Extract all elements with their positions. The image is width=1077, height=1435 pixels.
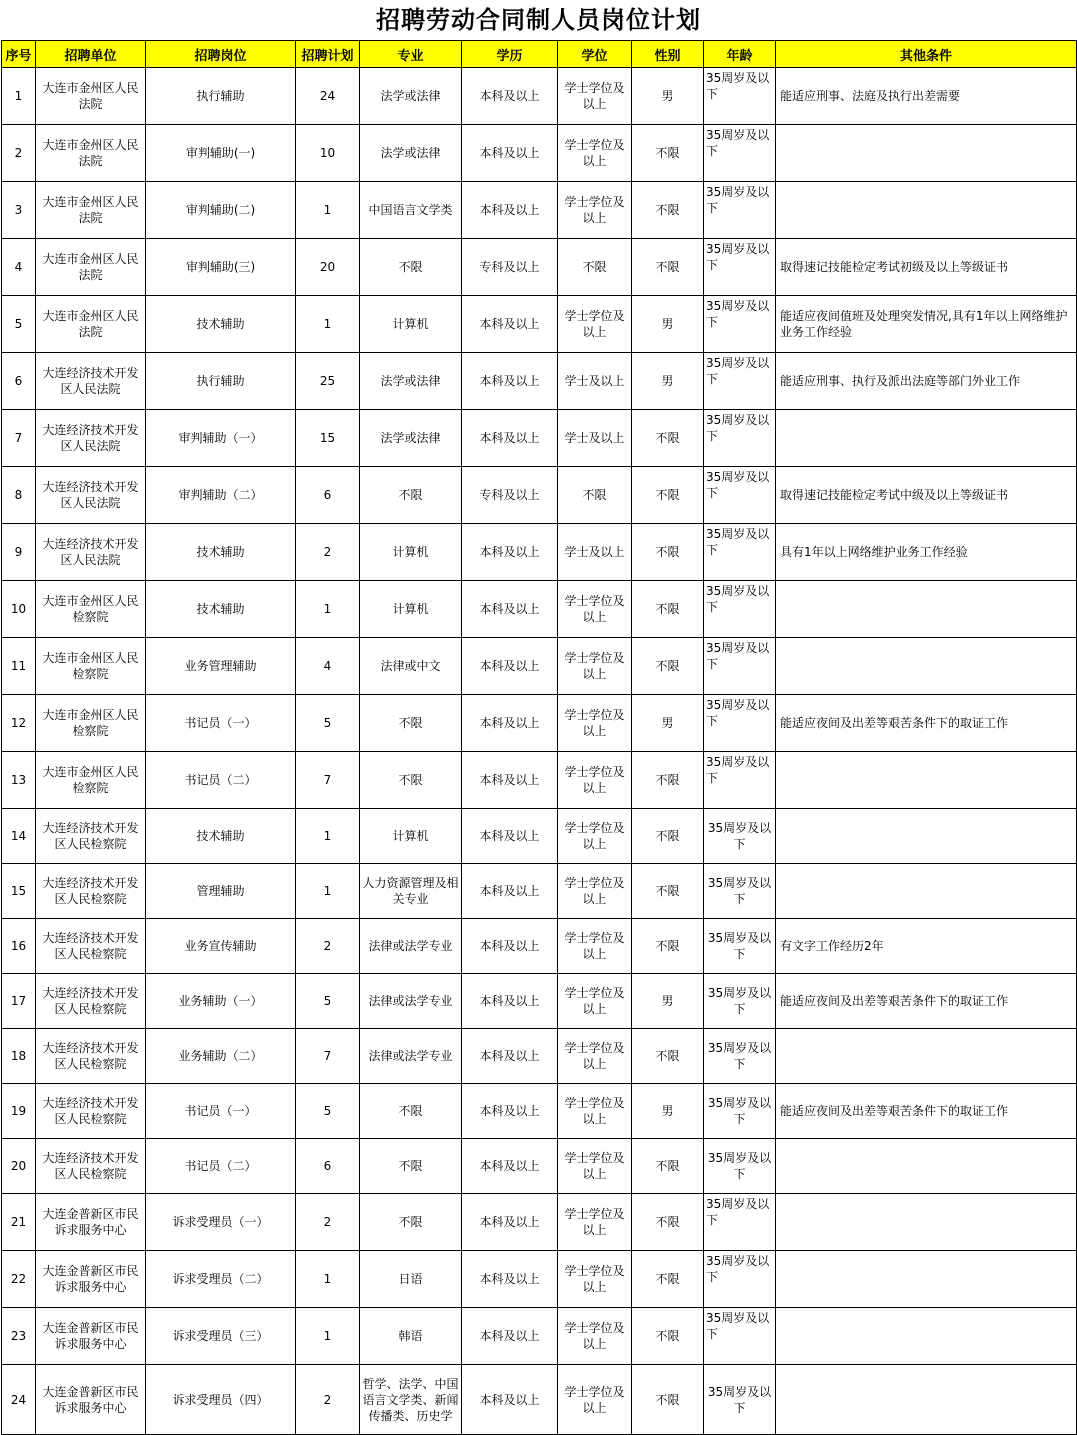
cell-post: 技术辅助	[146, 524, 296, 581]
cell-edu: 本科及以上	[462, 919, 558, 974]
cell-no: 8	[2, 467, 36, 524]
cell-post: 诉求受理员（二）	[146, 1251, 296, 1308]
cell-unit: 大连经济技术开发区人民检察院	[36, 974, 146, 1029]
cell-age: 35周岁及以下	[704, 695, 776, 752]
cell-plan: 7	[296, 1029, 360, 1084]
cell-degree: 学士学位及以上	[558, 1194, 632, 1251]
cell-gender: 不限	[632, 1308, 704, 1365]
cell-major: 计算机	[360, 296, 462, 353]
cell-plan: 10	[296, 125, 360, 182]
cell-unit: 大连经济技术开发区人民检察院	[36, 809, 146, 864]
cell-other: 能适应夜间及出差等艰苦条件下的取证工作	[776, 1084, 1077, 1139]
cell-age: 35周岁及以下	[704, 182, 776, 239]
cell-unit: 大连市金州区人民检察院	[36, 638, 146, 695]
table-row	[2, 68, 1077, 125]
cell-age: 35周岁及以下	[704, 1308, 776, 1365]
cell-post: 审判辅助(三)	[146, 239, 296, 296]
cell-post: 业务宣传辅助	[146, 919, 296, 974]
cell-unit: 大连金普新区市民诉求服务中心	[36, 1251, 146, 1308]
cell-post: 执行辅助	[146, 353, 296, 410]
cell-unit: 大连经济技术开发区人民检察院	[36, 1084, 146, 1139]
header-unit: 招聘单位	[36, 41, 146, 68]
cell-post: 业务管理辅助	[146, 638, 296, 695]
cell-post: 审判辅助（二）	[146, 467, 296, 524]
cell-gender: 不限	[632, 1251, 704, 1308]
cell-other: 能适应夜间及出差等艰苦条件下的取证工作	[776, 974, 1077, 1029]
cell-gender: 不限	[632, 919, 704, 974]
cell-edu: 本科及以上	[462, 695, 558, 752]
cell-degree: 不限	[558, 467, 632, 524]
cell-gender: 男	[632, 353, 704, 410]
cell-unit: 大连市金州区人民法院	[36, 125, 146, 182]
cell-plan: 1	[296, 864, 360, 919]
cell-unit: 大连市金州区人民检察院	[36, 581, 146, 638]
cell-post: 审判辅助（一）	[146, 410, 296, 467]
table-row	[2, 695, 1077, 752]
cell-major: 法学或法律	[360, 125, 462, 182]
cell-major: 日语	[360, 1251, 462, 1308]
header-gender: 性别	[632, 41, 704, 68]
cell-other	[776, 752, 1077, 809]
cell-edu: 本科及以上	[462, 1365, 558, 1435]
cell-age: 35周岁及以下	[704, 864, 776, 919]
cell-plan: 2	[296, 1194, 360, 1251]
table-row	[2, 638, 1077, 695]
cell-plan: 1	[296, 1308, 360, 1365]
cell-other	[776, 581, 1077, 638]
cell-edu: 本科及以上	[462, 752, 558, 809]
cell-degree: 学士及以上	[558, 524, 632, 581]
cell-edu: 本科及以上	[462, 353, 558, 410]
cell-plan: 4	[296, 638, 360, 695]
cell-age: 35周岁及以下	[704, 974, 776, 1029]
cell-unit: 大连市金州区人民法院	[36, 296, 146, 353]
cell-edu: 专科及以上	[462, 467, 558, 524]
cell-major: 不限	[360, 752, 462, 809]
cell-degree: 学士学位及以上	[558, 1084, 632, 1139]
cell-no: 15	[2, 864, 36, 919]
cell-no: 10	[2, 581, 36, 638]
cell-other	[776, 1365, 1077, 1435]
cell-unit: 大连经济技术开发区人民检察院	[36, 864, 146, 919]
cell-major: 不限	[360, 1194, 462, 1251]
cell-gender: 男	[632, 1084, 704, 1139]
cell-post: 书记员（二）	[146, 752, 296, 809]
cell-post: 技术辅助	[146, 296, 296, 353]
cell-gender: 不限	[632, 467, 704, 524]
cell-degree: 学士学位及以上	[558, 581, 632, 638]
cell-major: 不限	[360, 1084, 462, 1139]
cell-age: 35周岁及以下	[704, 125, 776, 182]
table-row	[2, 524, 1077, 581]
recruitment-table	[1, 40, 1077, 1435]
cell-plan: 1	[296, 809, 360, 864]
cell-major: 计算机	[360, 524, 462, 581]
cell-major: 计算机	[360, 809, 462, 864]
cell-plan: 6	[296, 467, 360, 524]
cell-major: 不限	[360, 467, 462, 524]
cell-plan: 2	[296, 524, 360, 581]
cell-edu: 本科及以上	[462, 1029, 558, 1084]
cell-other	[776, 638, 1077, 695]
cell-post: 书记员（二）	[146, 1139, 296, 1194]
cell-degree: 学士学位及以上	[558, 1365, 632, 1435]
cell-other: 取得速记技能检定考试中级及以上等级证书	[776, 467, 1077, 524]
cell-gender: 不限	[632, 1139, 704, 1194]
header-age: 年龄	[704, 41, 776, 68]
cell-major: 哲学、法学、中国语言文学类、新闻传播类、历史学	[360, 1365, 462, 1435]
cell-edu: 本科及以上	[462, 809, 558, 864]
cell-no: 7	[2, 410, 36, 467]
table-row	[2, 296, 1077, 353]
cell-no: 13	[2, 752, 36, 809]
cell-other: 能适应夜间及出差等艰苦条件下的取证工作	[776, 695, 1077, 752]
cell-no: 16	[2, 919, 36, 974]
cell-gender: 男	[632, 68, 704, 125]
cell-unit: 大连经济技术开发区人民检察院	[36, 919, 146, 974]
cell-major: 法学或法律	[360, 353, 462, 410]
cell-age: 35周岁及以下	[704, 752, 776, 809]
table-body	[2, 68, 1077, 1435]
cell-post: 管理辅助	[146, 864, 296, 919]
cell-unit: 大连金普新区市民诉求服务中心	[36, 1308, 146, 1365]
cell-age: 35周岁及以下	[704, 353, 776, 410]
cell-age: 35周岁及以下	[704, 919, 776, 974]
table-row	[2, 581, 1077, 638]
table-row	[2, 1308, 1077, 1365]
cell-unit: 大连经济技术开发区人民法院	[36, 524, 146, 581]
cell-post: 书记员（一）	[146, 695, 296, 752]
table-row	[2, 1084, 1077, 1139]
cell-post: 书记员（一）	[146, 1084, 296, 1139]
cell-no: 18	[2, 1029, 36, 1084]
cell-gender: 不限	[632, 182, 704, 239]
table-row	[2, 1251, 1077, 1308]
cell-degree: 学士学位及以上	[558, 974, 632, 1029]
table-row	[2, 864, 1077, 919]
cell-edu: 本科及以上	[462, 638, 558, 695]
cell-other	[776, 1194, 1077, 1251]
cell-gender: 不限	[632, 239, 704, 296]
cell-unit: 大连经济技术开发区人民法院	[36, 467, 146, 524]
cell-gender: 不限	[632, 125, 704, 182]
cell-edu: 本科及以上	[462, 864, 558, 919]
cell-plan: 25	[296, 353, 360, 410]
cell-degree: 学士学位及以上	[558, 638, 632, 695]
cell-edu: 本科及以上	[462, 125, 558, 182]
cell-degree: 学士学位及以上	[558, 864, 632, 919]
cell-plan: 20	[296, 239, 360, 296]
cell-unit: 大连金普新区市民诉求服务中心	[36, 1194, 146, 1251]
cell-major: 中国语言文学类	[360, 182, 462, 239]
cell-major: 法学或法律	[360, 410, 462, 467]
cell-degree: 学士学位及以上	[558, 182, 632, 239]
cell-unit: 大连市金州区人民法院	[36, 68, 146, 125]
cell-degree: 学士学位及以上	[558, 919, 632, 974]
cell-no: 23	[2, 1308, 36, 1365]
cell-other	[776, 410, 1077, 467]
cell-other	[776, 1251, 1077, 1308]
cell-no: 6	[2, 353, 36, 410]
cell-gender: 不限	[632, 1365, 704, 1435]
cell-degree: 学士学位及以上	[558, 68, 632, 125]
cell-gender: 男	[632, 695, 704, 752]
cell-age: 35周岁及以下	[704, 1084, 776, 1139]
cell-post: 诉求受理员（三）	[146, 1308, 296, 1365]
cell-age: 35周岁及以下	[704, 1365, 776, 1435]
cell-plan: 1	[296, 1251, 360, 1308]
cell-post: 诉求受理员（一）	[146, 1194, 296, 1251]
table-row	[2, 1139, 1077, 1194]
cell-degree: 学士及以上	[558, 410, 632, 467]
cell-major: 计算机	[360, 581, 462, 638]
cell-gender: 不限	[632, 1194, 704, 1251]
cell-unit: 大连经济技术开发区人民检察院	[36, 1029, 146, 1084]
cell-no: 19	[2, 1084, 36, 1139]
cell-edu: 本科及以上	[462, 182, 558, 239]
cell-post: 技术辅助	[146, 581, 296, 638]
table-row	[2, 809, 1077, 864]
cell-age: 35周岁及以下	[704, 638, 776, 695]
cell-major: 法律或法学专业	[360, 974, 462, 1029]
header-plan: 招聘计划	[296, 41, 360, 68]
cell-no: 12	[2, 695, 36, 752]
cell-plan: 2	[296, 1365, 360, 1435]
header-row	[2, 41, 1077, 68]
cell-no: 1	[2, 68, 36, 125]
cell-major: 韩语	[360, 1308, 462, 1365]
cell-age: 35周岁及以下	[704, 809, 776, 864]
cell-age: 35周岁及以下	[704, 1194, 776, 1251]
cell-gender: 不限	[632, 524, 704, 581]
cell-gender: 不限	[632, 581, 704, 638]
cell-edu: 本科及以上	[462, 410, 558, 467]
cell-no: 2	[2, 125, 36, 182]
cell-other: 能适应刑事、执行及派出法庭等部门外业工作	[776, 353, 1077, 410]
header-post: 招聘岗位	[146, 41, 296, 68]
cell-no: 4	[2, 239, 36, 296]
cell-age: 35周岁及以下	[704, 581, 776, 638]
cell-edu: 本科及以上	[462, 1139, 558, 1194]
cell-age: 35周岁及以下	[704, 467, 776, 524]
cell-no: 21	[2, 1194, 36, 1251]
cell-no: 14	[2, 809, 36, 864]
cell-age: 35周岁及以下	[704, 296, 776, 353]
cell-post: 业务辅助（一）	[146, 974, 296, 1029]
header-degree: 学位	[558, 41, 632, 68]
table-row	[2, 467, 1077, 524]
cell-no: 24	[2, 1365, 36, 1435]
header-major: 专业	[360, 41, 462, 68]
cell-plan: 5	[296, 1084, 360, 1139]
table-row	[2, 125, 1077, 182]
cell-degree: 不限	[558, 239, 632, 296]
cell-age: 35周岁及以下	[704, 524, 776, 581]
cell-gender: 不限	[632, 864, 704, 919]
cell-age: 35周岁及以下	[704, 410, 776, 467]
header-edu: 学历	[462, 41, 558, 68]
cell-edu: 本科及以上	[462, 68, 558, 125]
cell-unit: 大连市金州区人民法院	[36, 239, 146, 296]
cell-major: 法学或法律	[360, 68, 462, 125]
table-row	[2, 182, 1077, 239]
cell-no: 9	[2, 524, 36, 581]
cell-degree: 学士学位及以上	[558, 1308, 632, 1365]
cell-post: 诉求受理员（四）	[146, 1365, 296, 1435]
cell-other: 能适应刑事、法庭及执行出差需要	[776, 68, 1077, 125]
cell-other	[776, 1029, 1077, 1084]
table-row	[2, 974, 1077, 1029]
cell-gender: 不限	[632, 638, 704, 695]
cell-degree: 学士学位及以上	[558, 809, 632, 864]
cell-degree: 学士学位及以上	[558, 1139, 632, 1194]
cell-edu: 本科及以上	[462, 296, 558, 353]
cell-unit: 大连市金州区人民检察院	[36, 695, 146, 752]
cell-major: 人力资源管理及相关专业	[360, 864, 462, 919]
cell-edu: 本科及以上	[462, 1251, 558, 1308]
cell-gender: 不限	[632, 752, 704, 809]
cell-degree: 学士学位及以上	[558, 752, 632, 809]
cell-no: 3	[2, 182, 36, 239]
cell-major: 法律或中文	[360, 638, 462, 695]
table-row	[2, 1194, 1077, 1251]
cell-plan: 24	[296, 68, 360, 125]
cell-plan: 1	[296, 182, 360, 239]
cell-age: 35周岁及以下	[704, 1251, 776, 1308]
cell-major: 法律或法学专业	[360, 1029, 462, 1084]
cell-edu: 本科及以上	[462, 524, 558, 581]
cell-gender: 不限	[632, 809, 704, 864]
cell-other	[776, 125, 1077, 182]
cell-no: 11	[2, 638, 36, 695]
cell-gender: 不限	[632, 410, 704, 467]
cell-other: 具有1年以上网络维护业务工作经验	[776, 524, 1077, 581]
cell-gender: 男	[632, 974, 704, 1029]
page-title: 招聘劳动合同制人员岗位计划	[376, 6, 701, 34]
cell-degree: 学士学位及以上	[558, 125, 632, 182]
cell-plan: 7	[296, 752, 360, 809]
cell-no: 22	[2, 1251, 36, 1308]
cell-no: 20	[2, 1139, 36, 1194]
cell-age: 35周岁及以下	[704, 1029, 776, 1084]
cell-post: 业务辅助（二）	[146, 1029, 296, 1084]
cell-unit: 大连经济技术开发区人民检察院	[36, 1139, 146, 1194]
cell-post: 审判辅助(一)	[146, 125, 296, 182]
cell-other	[776, 809, 1077, 864]
cell-edu: 本科及以上	[462, 1308, 558, 1365]
cell-plan: 2	[296, 919, 360, 974]
cell-other: 能适应夜间值班及处理突发情况,具有1年以上网络维护业务工作经验	[776, 296, 1077, 353]
cell-degree: 学士学位及以上	[558, 1029, 632, 1084]
cell-edu: 本科及以上	[462, 974, 558, 1029]
cell-degree: 学士及以上	[558, 353, 632, 410]
cell-age: 35周岁及以下	[704, 68, 776, 125]
cell-degree: 学士学位及以上	[558, 1251, 632, 1308]
cell-other: 取得速记技能检定考试初级及以上等级证书	[776, 239, 1077, 296]
cell-no: 17	[2, 974, 36, 1029]
cell-major: 不限	[360, 695, 462, 752]
table-row	[2, 353, 1077, 410]
cell-edu: 专科及以上	[462, 239, 558, 296]
cell-post: 执行辅助	[146, 68, 296, 125]
header-other: 其他条件	[776, 41, 1077, 68]
table-row	[2, 752, 1077, 809]
cell-major: 不限	[360, 239, 462, 296]
cell-post: 审判辅助(二)	[146, 182, 296, 239]
cell-edu: 本科及以上	[462, 1194, 558, 1251]
cell-other	[776, 182, 1077, 239]
cell-gender: 男	[632, 296, 704, 353]
table-row	[2, 1365, 1077, 1435]
cell-edu: 本科及以上	[462, 1084, 558, 1139]
cell-edu: 本科及以上	[462, 581, 558, 638]
cell-plan: 15	[296, 410, 360, 467]
cell-gender: 不限	[632, 1029, 704, 1084]
cell-age: 35周岁及以下	[704, 239, 776, 296]
cell-plan: 5	[296, 695, 360, 752]
table-row	[2, 919, 1077, 974]
cell-no: 5	[2, 296, 36, 353]
cell-degree: 学士学位及以上	[558, 296, 632, 353]
cell-unit: 大连金普新区市民诉求服务中心	[36, 1365, 146, 1435]
header-no: 序号	[2, 41, 36, 68]
cell-age: 35周岁及以下	[704, 1139, 776, 1194]
cell-plan: 6	[296, 1139, 360, 1194]
cell-unit: 大连市金州区人民检察院	[36, 752, 146, 809]
cell-unit: 大连经济技术开发区人民法院	[36, 410, 146, 467]
cell-other: 有文字工作经历2年	[776, 919, 1077, 974]
cell-unit: 大连市金州区人民法院	[36, 182, 146, 239]
cell-major: 不限	[360, 1139, 462, 1194]
cell-other	[776, 864, 1077, 919]
cell-unit: 大连经济技术开发区人民法院	[36, 353, 146, 410]
cell-plan: 1	[296, 581, 360, 638]
table-row	[2, 239, 1077, 296]
cell-major: 法律或法学专业	[360, 919, 462, 974]
table-row	[2, 410, 1077, 467]
table-row	[2, 1029, 1077, 1084]
cell-post: 技术辅助	[146, 809, 296, 864]
cell-other	[776, 1139, 1077, 1194]
cell-degree: 学士学位及以上	[558, 695, 632, 752]
cell-other	[776, 1308, 1077, 1365]
cell-plan: 5	[296, 974, 360, 1029]
cell-plan: 1	[296, 296, 360, 353]
